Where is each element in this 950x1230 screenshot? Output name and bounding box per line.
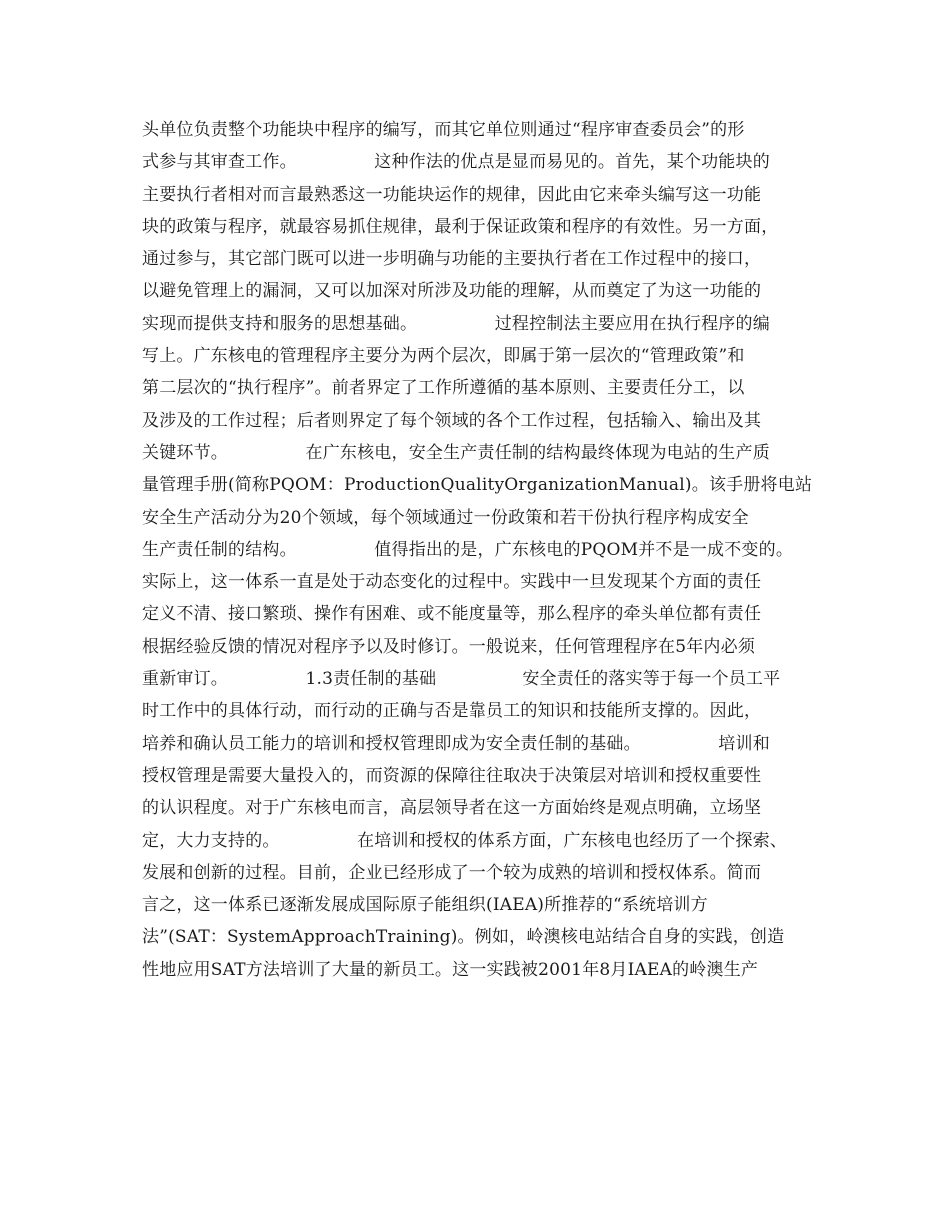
- text-line: 写上。广东核电的管理程序主要分为两个层次，即属于第一层次的“管理政策”和: [142, 346, 745, 367]
- text-line: 主要执行者相对而言最熟悉这一功能块运作的规律，因此由它来牵头编写这一功能: [142, 184, 762, 205]
- text-line: 时工作中的具体行动，而行动的正确与否是靠员工的知识和技能所支撑的。因此，: [142, 701, 762, 722]
- text-line: 授权管理是需要大量投入的，而资源的保障往往取决于决策层对培训和授权重要性: [142, 765, 762, 786]
- text-line: 关键环节。 在广东核电，安全生产责任制的结构最终体现为电站的生产质: [142, 442, 770, 463]
- text-line: 培养和确认员工能力的培训和授权管理即成为安全责任制的基础。 培训和: [142, 733, 770, 754]
- text-line: 实现而提供支持和服务的思想基础。 过程控制法主要应用在执行程序的编: [142, 313, 770, 334]
- text-line: 发展和创新的过程。目前，企业已经形成了一个较为成熟的培训和授权体系。简而: [142, 862, 762, 883]
- text-line: 法”(SAT：SystemApproachTraining)。例如，岭澳核电站结合自身的实践，创造: [142, 927, 785, 948]
- text-line: 式参与其审查工作。 这种作法的优点是显而易见的。首先，某个功能块的: [142, 152, 770, 173]
- text-line: 块的政策与程序，就最容易抓住规律，最利于保证政策和程序的有效性。另一方面，: [142, 216, 779, 237]
- text-line: 实际上，这一体系一直是处于动态变化的过程中。实践中一旦发现某个方面的责任: [142, 572, 762, 593]
- text-line: 第二层次的“执行程序”。前者界定了工作所遵循的基本原则、主要责任分工，以: [142, 378, 745, 399]
- text-line: 定义不清、接口繁琐、操作有困难、或不能度量等，那么程序的牵头单位都有责任: [142, 604, 762, 625]
- body-text: [142, 114, 842, 986]
- text-line: 头单位负责整个功能块中程序的编写，而其它单位则通过“程序审查委员会”的形: [142, 120, 745, 140]
- text-line: 量管理手册(简称PQOM：ProductionQualityOrganizationManual)。该手册将电站: [142, 475, 813, 496]
- text-line: 重新审订。 1.3责任制的基础 安全责任的落实等于每一个员工平: [142, 669, 781, 690]
- text-line: 性地应用SAT方法培训了大量的新员工。这一实践被2001年8月IAEA的岭澳生产: [142, 959, 759, 980]
- text-line: 言之，这一体系已逐渐发展成国际原子能组织(IAEA)所推荐的“系统培训方: [142, 895, 708, 916]
- text-line: 以避免管理上的漏洞，又可以加深对所涉及功能的理解，从而奠定了为这一功能的: [142, 281, 762, 302]
- text-line: 定，大力支持的。 在培训和授权的体系方面，广东核电也经历了一个探索、: [142, 830, 788, 851]
- text-line: 通过参与，其它部门既可以进一步明确与功能的主要执行者在工作过程中的接口，: [142, 249, 762, 270]
- text-line: 安全生产活动分为20个领域，每个领域通过一份政策和若干份执行程序构成安全: [142, 507, 749, 528]
- text-line: 根据经验反馈的情况对程序予以及时修订。一般说来，任何管理程序在5年内必须: [142, 636, 756, 657]
- text-line: 的认识程度。对于广东核电而言，高层领导者在这一方面始终是观点明确，立场坚: [142, 798, 762, 819]
- text-line: 及涉及的工作过程；后者则界定了每个领域的各个工作过程，包括输入、输出及其: [142, 410, 762, 431]
- text-line: 生产责任制的结构。 值得指出的是，广东核电的PQOM并不是一成不变的。: [142, 539, 794, 560]
